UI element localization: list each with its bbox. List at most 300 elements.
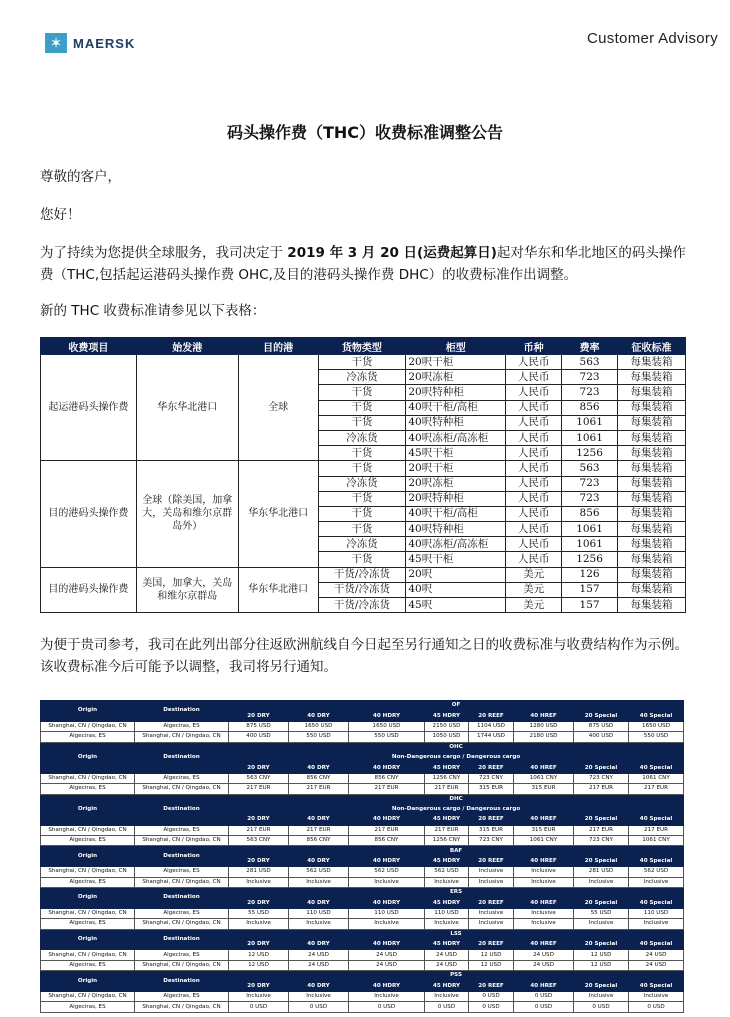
charge-title: BAF (229, 846, 684, 856)
rate-value-cell: 217 EUR (425, 825, 469, 835)
rates-title-row (41, 742, 684, 752)
rate-value-cell: Inclusive (289, 991, 349, 1001)
rates-table (40, 700, 684, 1013)
rate-value-cell: 723 CNY (469, 836, 514, 846)
rate-value-cell: Inclusive (229, 877, 289, 887)
destination-port-cell: 全球 (238, 355, 318, 461)
fee-item-cell: 目的港码头操作费 (41, 461, 137, 567)
rate-value-cell: 550 USD (289, 732, 349, 742)
origin-header: Origin (41, 794, 135, 825)
origin-header: Origin (41, 971, 135, 992)
currency-cell: 人民币 (506, 415, 562, 430)
rates-data-row (41, 950, 684, 960)
currency-cell: 人民币 (506, 461, 562, 476)
container-column-header: 40 HDRY (349, 856, 425, 866)
rate-value-cell: 562 USD (425, 867, 469, 877)
rate-value-cell: 24 USD (514, 950, 574, 960)
rates-data-row (41, 784, 684, 794)
container-column-header: 40 HDRY (349, 898, 425, 908)
container-column-header: 40 HREF (514, 856, 574, 866)
container-column-header: 40 Special (629, 898, 684, 908)
container-column-header: 20 DRY (229, 981, 289, 991)
currency-cell: 美元 (506, 598, 562, 613)
rate-value-cell: 856 CNY (289, 773, 349, 783)
cargo-type-cell: 干货 (318, 355, 406, 370)
rate-value-cell: 2180 USD (514, 732, 574, 742)
charge-subtitle: Non-Dangerous cargo / Dangerous cargo (229, 804, 684, 814)
origin-cell: Shanghai, CN / Qingdao, CN (41, 991, 135, 1001)
origin-cell: Shanghai, CN / Qingdao, CN (41, 867, 135, 877)
container-column-header: 20 DRY (229, 898, 289, 908)
rate-value-cell: 400 USD (574, 732, 629, 742)
rates-data-row (41, 721, 684, 731)
origin-port-cell: 美国，加拿大，关岛和维尔京群岛 (136, 567, 238, 613)
rate-value-cell: 550 USD (629, 732, 684, 742)
container-column-header: 20 DRY (229, 711, 289, 721)
origin-header: Origin (41, 742, 135, 773)
rate-cell: 126 (562, 567, 618, 582)
rate-cell: 723 (562, 385, 618, 400)
rate-cell: 723 (562, 476, 618, 491)
rate-value-cell: 217 EUR (229, 784, 289, 794)
rate-value-cell: 562 USD (289, 867, 349, 877)
rates-data-row (41, 867, 684, 877)
origin-cell: Algeciras, ES (41, 732, 135, 742)
container-type-cell: 20呎特种柜 (406, 385, 506, 400)
charge-basis-cell: 每集装箱 (618, 385, 686, 400)
container-column-header: 45 HDRY (425, 856, 469, 866)
rates-data-row (41, 773, 684, 783)
charge-basis-cell: 每集装箱 (618, 522, 686, 537)
rate-value-cell: 0 USD (514, 1002, 574, 1012)
charge-basis-cell: 每集装箱 (618, 476, 686, 491)
thc-header-cell: 货物类型 (318, 338, 406, 355)
brand-name: MAERSK (73, 35, 136, 51)
rate-value-cell: 24 USD (629, 960, 684, 970)
rate-value-cell: 315 EUR (514, 784, 574, 794)
currency-cell: 人民币 (506, 506, 562, 521)
rate-value-cell: Inclusive (629, 991, 684, 1001)
hello-line: 您好！ (40, 207, 81, 223)
thc-row (41, 355, 686, 370)
origin-cell: Shanghai, CN / Qingdao, CN (41, 908, 135, 918)
container-column-header: 20 Special (574, 898, 629, 908)
container-type-cell: 20呎冻柜 (406, 476, 506, 491)
container-column-header: 40 DRY (289, 939, 349, 949)
charge-basis-cell: 每集装箱 (618, 370, 686, 385)
cargo-type-cell: 冷冻货 (318, 370, 406, 385)
rate-value-cell: 12 USD (229, 960, 289, 970)
thc-row (41, 461, 686, 476)
thc-row (41, 567, 686, 582)
container-column-header: 20 DRY (229, 763, 289, 773)
charge-title: LSS (229, 929, 684, 939)
rate-value-cell: 24 USD (349, 960, 425, 970)
rate-value-cell: 24 USD (425, 960, 469, 970)
destination-cell: Shanghai, CN / Qingdao, CN (135, 732, 229, 742)
rate-value-cell: 0 USD (229, 1002, 289, 1012)
container-type-cell: 20呎特种柜 (406, 491, 506, 506)
container-column-header: 40 HREF (514, 981, 574, 991)
rate-value-cell: 24 USD (349, 950, 425, 960)
container-column-header: 40 HDRY (349, 711, 425, 721)
rate-value-cell: 12 USD (229, 950, 289, 960)
container-column-header: 40 HREF (514, 763, 574, 773)
container-column-header: 20 Special (574, 856, 629, 866)
rate-value-cell: 12 USD (574, 950, 629, 960)
rates-title-row (41, 929, 684, 939)
rate-cell: 1256 (562, 446, 618, 461)
rate-value-cell: Inclusive (514, 919, 574, 929)
origin-cell: Algeciras, ES (41, 1002, 135, 1012)
destination-cell: Shanghai, CN / Qingdao, CN (135, 1002, 229, 1012)
container-column-header: 20 DRY (229, 815, 289, 825)
destination-header: Destination (135, 846, 229, 867)
rate-value-cell: 562 USD (349, 867, 425, 877)
thc-header-cell: 征收标准 (618, 338, 686, 355)
rates-data-row (41, 991, 684, 1001)
container-column-header: 45 HDRY (425, 815, 469, 825)
rate-value-cell: 563 CNY (229, 773, 289, 783)
rate-value-cell: 217 EUR (574, 825, 629, 835)
origin-header: Origin (41, 888, 135, 909)
rate-value-cell: 1061 CNY (629, 773, 684, 783)
container-column-header: 40 HREF (514, 711, 574, 721)
currency-cell: 人民币 (506, 430, 562, 445)
rate-value-cell: Inclusive (574, 877, 629, 887)
rate-value-cell: 563 CNY (229, 836, 289, 846)
rate-value-cell: 0 USD (425, 1002, 469, 1012)
cargo-type-cell: 干货 (318, 385, 406, 400)
destination-port-cell: 华东华北港口 (238, 567, 318, 613)
rates-data-row (41, 908, 684, 918)
rate-cell: 563 (562, 461, 618, 476)
rates-data-row (41, 825, 684, 835)
currency-cell: 人民币 (506, 537, 562, 552)
container-type-cell: 20呎冻柜 (406, 370, 506, 385)
rate-value-cell: 0 USD (469, 991, 514, 1001)
destination-cell: Algeciras, ES (135, 867, 229, 877)
rate-value-cell: Inclusive (629, 919, 684, 929)
rate-cell: 563 (562, 355, 618, 370)
container-column-header: 40 DRY (289, 815, 349, 825)
container-column-header: 20 Special (574, 763, 629, 773)
currency-cell: 人民币 (506, 370, 562, 385)
container-type-cell: 20呎干柜 (406, 355, 506, 370)
container-type-cell: 45呎 (406, 598, 506, 613)
cargo-type-cell: 干货 (318, 491, 406, 506)
destination-cell: Algeciras, ES (135, 721, 229, 731)
charge-subtitle: Non-Dangerous cargo / Dangerous cargo (229, 752, 684, 762)
cargo-type-cell: 干货/冷冻货 (318, 582, 406, 597)
rate-value-cell: 1061 CNY (514, 773, 574, 783)
container-column-header: 40 DRY (289, 763, 349, 773)
currency-cell: 人民币 (506, 446, 562, 461)
rates-title-row (41, 888, 684, 898)
charge-basis-cell: 每集装箱 (618, 461, 686, 476)
thc-header-cell: 费率 (562, 338, 618, 355)
cargo-type-cell: 干货 (318, 446, 406, 461)
container-column-header: 20 REEF (469, 763, 514, 773)
rate-value-cell: 217 EUR (229, 825, 289, 835)
destination-cell: Shanghai, CN / Qingdao, CN (135, 784, 229, 794)
rate-value-cell: 875 USD (574, 721, 629, 731)
container-column-header: 40 Special (629, 939, 684, 949)
rate-value-cell: Inclusive (425, 877, 469, 887)
rate-cell: 723 (562, 491, 618, 506)
rate-value-cell: Inclusive (349, 877, 425, 887)
container-type-cell: 40呎特种柜 (406, 522, 506, 537)
rate-value-cell: Inclusive (229, 991, 289, 1001)
origin-cell: Algeciras, ES (41, 877, 135, 887)
rate-value-cell: Inclusive (514, 867, 574, 877)
charge-title: ERS (229, 888, 684, 898)
rate-value-cell: 315 EUR (514, 825, 574, 835)
rate-value-cell: 0 USD (514, 991, 574, 1001)
container-column-header: 20 Special (574, 981, 629, 991)
rates-title-row (41, 971, 684, 981)
rate-value-cell: 1061 CNY (514, 836, 574, 846)
cargo-type-cell: 干货 (318, 415, 406, 430)
rate-value-cell: 217 EUR (574, 784, 629, 794)
effective-date: 2019 年 3 月 20 日(运费起算日) (287, 245, 497, 261)
destination-cell: Algeciras, ES (135, 773, 229, 783)
container-column-header: 40 Special (629, 711, 684, 721)
charge-title: OHC (229, 742, 684, 752)
charge-basis-cell: 每集装箱 (618, 582, 686, 597)
rate-value-cell: Inclusive (469, 919, 514, 929)
rate-value-cell: Inclusive (469, 867, 514, 877)
fee-item-cell: 目的港码头操作费 (41, 567, 137, 613)
rate-value-cell: 875 USD (229, 721, 289, 731)
rate-value-cell: 723 CNY (469, 773, 514, 783)
container-column-header: 20 REEF (469, 711, 514, 721)
fee-item-cell: 起运港码头操作费 (41, 355, 137, 461)
origin-cell: Shanghai, CN / Qingdao, CN (41, 721, 135, 731)
container-type-cell: 40呎冻柜/高冻柜 (406, 537, 506, 552)
thc-header-cell: 目的港 (238, 338, 318, 355)
rate-value-cell: Inclusive (629, 877, 684, 887)
container-column-header: 40 DRY (289, 898, 349, 908)
rate-cell: 1256 (562, 552, 618, 567)
origin-header: Origin (41, 846, 135, 867)
container-column-header: 40 HDRY (349, 939, 425, 949)
container-type-cell: 40呎冻柜/高冻柜 (406, 430, 506, 445)
currency-cell: 美元 (506, 567, 562, 582)
rate-value-cell: Inclusive (229, 919, 289, 929)
currency-cell: 人民币 (506, 400, 562, 415)
rate-value-cell: 1061 CNY (629, 836, 684, 846)
rate-cell: 856 (562, 400, 618, 415)
rates-section (40, 700, 683, 1013)
rate-value-cell: 217 EUR (349, 784, 425, 794)
rate-value-cell: 24 USD (289, 960, 349, 970)
destination-port-cell: 华东华北港口 (238, 461, 318, 567)
charge-title: OF (229, 701, 684, 711)
currency-cell: 人民币 (506, 355, 562, 370)
cargo-type-cell: 干货 (318, 461, 406, 476)
rate-value-cell: 217 EUR (289, 825, 349, 835)
rate-value-cell: 24 USD (289, 950, 349, 960)
rate-value-cell: Inclusive (289, 877, 349, 887)
container-column-header: 40 HREF (514, 939, 574, 949)
container-column-header: 40 HDRY (349, 815, 425, 825)
rates-data-row (41, 919, 684, 929)
charge-basis-cell: 每集装箱 (618, 567, 686, 582)
rate-cell: 157 (562, 598, 618, 613)
rate-value-cell: 0 USD (469, 1002, 514, 1012)
container-column-header: 40 HREF (514, 815, 574, 825)
container-type-cell: 40呎干柜/高柜 (406, 400, 506, 415)
container-column-header: 20 REEF (469, 856, 514, 866)
rate-value-cell: 1104 USD (469, 721, 514, 731)
currency-cell: 人民币 (506, 385, 562, 400)
rate-value-cell: 550 USD (349, 732, 425, 742)
charge-basis-cell: 每集装箱 (618, 506, 686, 521)
rate-value-cell: 0 USD (349, 1002, 425, 1012)
container-type-cell: 20呎干柜 (406, 461, 506, 476)
thc-table (40, 337, 686, 613)
destination-header: Destination (135, 742, 229, 773)
container-column-header: 20 REEF (469, 898, 514, 908)
rate-value-cell: 12 USD (469, 960, 514, 970)
greeting: 尊敬的客户， (40, 169, 121, 185)
container-column-header: 45 HDRY (425, 898, 469, 908)
origin-port-cell: 全球（除美国，加拿大，关岛和维尔京群岛外） (136, 461, 238, 567)
rate-value-cell: 0 USD (289, 1002, 349, 1012)
container-column-header: 40 Special (629, 815, 684, 825)
rates-data-row (41, 836, 684, 846)
rate-value-cell: Inclusive (469, 877, 514, 887)
reference-paragraph: 为便于贵司参考，我司在此列出部分往返欧洲航线自今日起至另行通知之日的收费标准与收费结构作为示例。该收费标准今后可能予以调整，我司将另行通知。 (40, 637, 688, 675)
page-title: 码头操作费（THC）收费标准调整公告 (226, 123, 504, 142)
thc-header-cell: 始发港 (136, 338, 238, 355)
container-column-header: 45 HDRY (425, 939, 469, 949)
rate-value-cell: Inclusive (425, 919, 469, 929)
container-column-header: 20 REEF (469, 981, 514, 991)
thc-header-cell: 柜型 (406, 338, 506, 355)
container-column-header: 40 DRY (289, 856, 349, 866)
destination-cell: Shanghai, CN / Qingdao, CN (135, 919, 229, 929)
rate-cell: 1061 (562, 430, 618, 445)
rate-value-cell: Inclusive (574, 991, 629, 1001)
container-column-header: 40 Special (629, 981, 684, 991)
rates-title-row (41, 794, 684, 804)
origin-cell: Algeciras, ES (41, 836, 135, 846)
rate-value-cell: 55 USD (574, 908, 629, 918)
cargo-type-cell: 干货 (318, 522, 406, 537)
destination-cell: Algeciras, ES (135, 908, 229, 918)
destination-cell: Algeciras, ES (135, 950, 229, 960)
destination-cell: Algeciras, ES (135, 991, 229, 1001)
destination-header: Destination (135, 929, 229, 950)
rate-value-cell: Inclusive (289, 919, 349, 929)
rate-value-cell: 856 CNY (349, 836, 425, 846)
rate-value-cell: 217 EUR (629, 825, 684, 835)
origin-cell: Shanghai, CN / Qingdao, CN (41, 950, 135, 960)
destination-cell: Shanghai, CN / Qingdao, CN (135, 960, 229, 970)
rate-value-cell: 1650 USD (289, 721, 349, 731)
charge-title: DHC (229, 794, 684, 804)
rate-value-cell: 110 USD (289, 908, 349, 918)
container-column-header: 40 HREF (514, 898, 574, 908)
destination-header: Destination (135, 794, 229, 825)
container-column-header: 20 Special (574, 711, 629, 721)
container-type-cell: 45呎干柜 (406, 552, 506, 567)
rate-value-cell: 110 USD (425, 908, 469, 918)
container-type-cell: 40呎特种柜 (406, 415, 506, 430)
rate-value-cell: 1280 USD (514, 721, 574, 731)
rate-cell: 157 (562, 582, 618, 597)
charge-basis-cell: 每集装箱 (618, 598, 686, 613)
destination-cell: Shanghai, CN / Qingdao, CN (135, 877, 229, 887)
rates-data-row (41, 732, 684, 742)
container-column-header: 20 Special (574, 815, 629, 825)
charge-title: PSS (229, 971, 684, 981)
rates-title-row (41, 701, 684, 711)
rate-value-cell: 723 CNY (574, 773, 629, 783)
rate-value-cell: 0 USD (574, 1002, 629, 1012)
cargo-type-cell: 冷冻货 (318, 476, 406, 491)
rate-cell: 1061 (562, 415, 618, 430)
rate-value-cell: 217 EUR (425, 784, 469, 794)
charge-basis-cell: 每集装箱 (618, 491, 686, 506)
destination-cell: Shanghai, CN / Qingdao, CN (135, 836, 229, 846)
container-column-header: 40 HDRY (349, 981, 425, 991)
rate-value-cell: 24 USD (425, 950, 469, 960)
charge-basis-cell: 每集装箱 (618, 552, 686, 567)
container-column-header: 40 HDRY (349, 763, 425, 773)
origin-cell: Shanghai, CN / Qingdao, CN (41, 825, 135, 835)
charge-basis-cell: 每集装箱 (618, 446, 686, 461)
container-column-header: 20 Special (574, 939, 629, 949)
container-column-header: 45 HDRY (425, 763, 469, 773)
rate-value-cell: 2150 USD (425, 721, 469, 731)
table-intro: 新的 THC 收费标准请参见以下表格： (40, 303, 266, 319)
container-column-header: 40 DRY (289, 711, 349, 721)
currency-cell: 人民币 (506, 552, 562, 567)
container-column-header: 20 REEF (469, 939, 514, 949)
destination-header: Destination (135, 888, 229, 909)
maersk-logo (45, 33, 135, 53)
charge-basis-cell: 每集装箱 (618, 355, 686, 370)
origin-cell: Shanghai, CN / Qingdao, CN (41, 773, 135, 783)
rate-value-cell: 1650 USD (629, 721, 684, 731)
container-column-header: 20 REEF (469, 815, 514, 825)
rate-cell: 1061 (562, 522, 618, 537)
rate-value-cell: 1256 CNY (425, 773, 469, 783)
rate-value-cell: Inclusive (514, 877, 574, 887)
intro-paragraph (40, 242, 695, 286)
rate-value-cell: 0 USD (629, 1002, 684, 1012)
rate-value-cell: 315 EUR (469, 784, 514, 794)
rate-value-cell: Inclusive (349, 919, 425, 929)
rate-value-cell: Inclusive (469, 908, 514, 918)
rates-data-row (41, 960, 684, 970)
page-header (0, 0, 730, 70)
rate-value-cell: 400 USD (229, 732, 289, 742)
rate-value-cell: 281 USD (229, 867, 289, 877)
rate-value-cell: 110 USD (629, 908, 684, 918)
origin-header: Origin (41, 929, 135, 950)
destination-header: Destination (135, 971, 229, 992)
rate-value-cell: 217 EUR (629, 784, 684, 794)
origin-cell: Algeciras, ES (41, 960, 135, 970)
currency-cell: 人民币 (506, 476, 562, 491)
rate-value-cell: 24 USD (514, 960, 574, 970)
rate-value-cell: 217 EUR (289, 784, 349, 794)
container-column-header: 40 Special (629, 763, 684, 773)
